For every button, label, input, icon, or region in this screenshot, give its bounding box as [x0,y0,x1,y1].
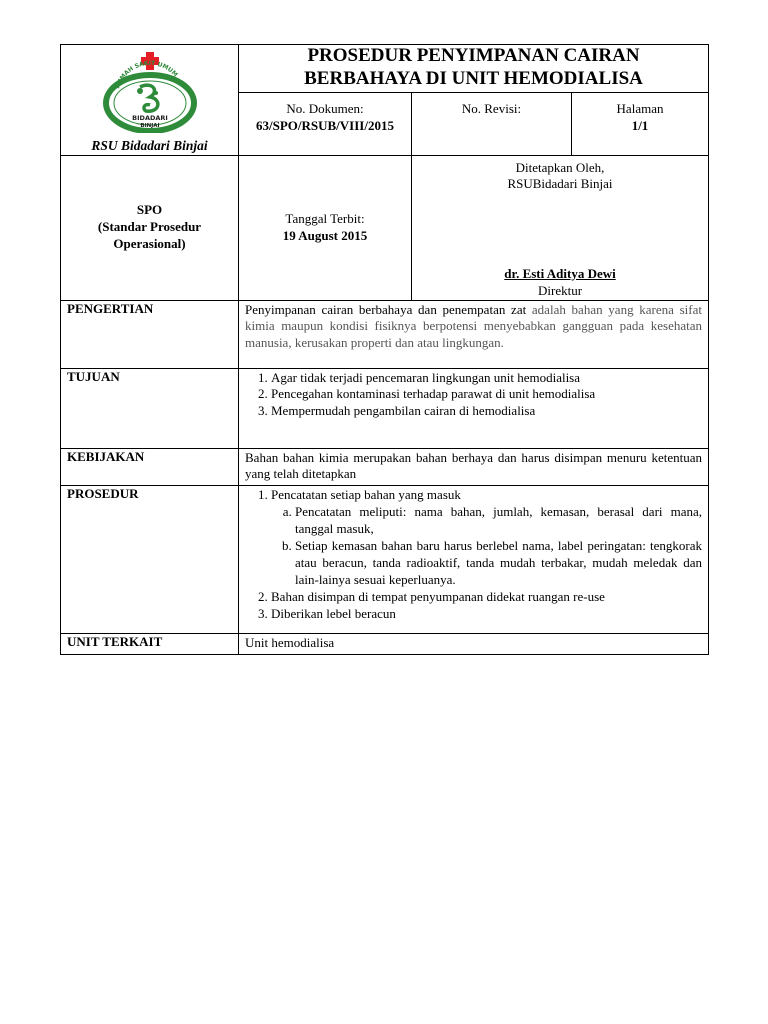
spo-label-line2: (Standar Prosedur [97,219,202,235]
title-line-2: BERBAHAYA DI UNIT HEMODIALISA [304,67,643,89]
logo-bottom-text: BIDADARI [131,114,168,122]
doc-number-cell [239,93,412,155]
prosedur-content [239,486,709,634]
issue-date-value: 19 August 2015 [282,227,368,243]
unit-terkait-text: Unit hemodialisa [239,634,709,655]
doc-number-label: No. Dokumen: [286,101,364,117]
spo-label: SPO [136,202,163,218]
pengertian-content [239,300,709,368]
logo-city-text: BINJAI [139,123,160,129]
prosedur-sublist [271,504,702,588]
doc-number-value: 63/SPO/RSUB/VIII/2015 [256,118,394,134]
tujuan-item: 3. Mempermudah pengambilan cairan di hemodialisa [271,403,702,420]
issue-date-label: Tanggal Terbit: [285,210,365,226]
kebijakan-text: Bahan bahan kimia merupakan bahan berhaya dan harus disimpan menuru ketentuan yang telah ditetapkan [239,448,709,486]
prosedur-list [245,487,702,622]
tujuan-item: 2. Pencegahan kontaminasi terhadap parawat di unit hemodialisa [271,386,702,403]
title-line-1: PROSEDUR PENYIMPANAN CAIRAN [307,45,640,66]
prosedur-subitem: a. Pencatatan meliputi: nama bahan, jumlah, kemasan, berasal dari mana, tanggal masuk, [295,504,702,538]
approval-cell [412,155,709,300]
approver-org: RSUBidadari Binjai [507,176,613,192]
revision-label: No. Revisi: [461,101,522,117]
spo-document-table [60,44,709,655]
unit-terkait-label: UNIT TERKAIT [61,634,239,655]
logo-top-text: RUMAH SAKIT UMUM [113,59,179,90]
tujuan-item: 1. Agar tidak terjadi pencemaran lingkungan unit hemodialisa [271,370,702,387]
prosedur-label: PROSEDUR [61,486,239,634]
tujuan-content [239,368,709,448]
pengertian-text-b: adalah bahan yang karena sifat kimia maupun kondisi fisiknya berpotensi menyebabkan gangguan pada kesehatan manusia, kerusakan properti dan atau lingkungan. [245,301,703,351]
prosedur-item [271,487,702,588]
page-label: Halaman [616,101,664,117]
tujuan-label: TUJUAN [61,368,239,448]
tujuan-list [245,370,702,421]
hospital-name: RSU Bidadari Binjai [91,138,208,153]
page-cell [572,93,709,155]
logo-cell [61,45,239,156]
issue-date-cell [239,155,412,300]
revision-cell [412,93,572,155]
prosedur-subitem: b. Setiap kemasan bahan baru harus berlebel nama, label peringatan: tengkorak atau beracun, tanda radioaktif, tanda mudah terbakar, mudah meledak dan lain-lainya sesuai keperluanya. [295,538,702,589]
spo-label-cell [61,155,239,300]
prosedur-item: 2. Bahan disimpan di tempat penyumpanan didekat ruangan re-use [271,589,702,606]
prosedur-item: 3. Diberikan lebel beracun [271,606,702,623]
document-title [239,45,709,93]
pengertian-text-a: Penyimpanan cairan berbahaya dan penempatan zat [245,301,527,317]
pengertian-label: PENGERTIAN [61,300,239,368]
kebijakan-label: KEBIJAKAN [61,448,239,486]
hospital-logo [100,51,200,133]
approved-by-label: Ditetapkan Oleh, [515,159,605,175]
approver-name: dr. Esti Aditya Dewi [504,265,616,281]
prosedur-item-text: Pencatatan setiap bahan yang masuk [271,487,461,503]
spo-label-line3: Operasional) [113,235,186,251]
page-value: 1/1 [631,118,649,134]
approver-title: Direktur [537,282,583,298]
